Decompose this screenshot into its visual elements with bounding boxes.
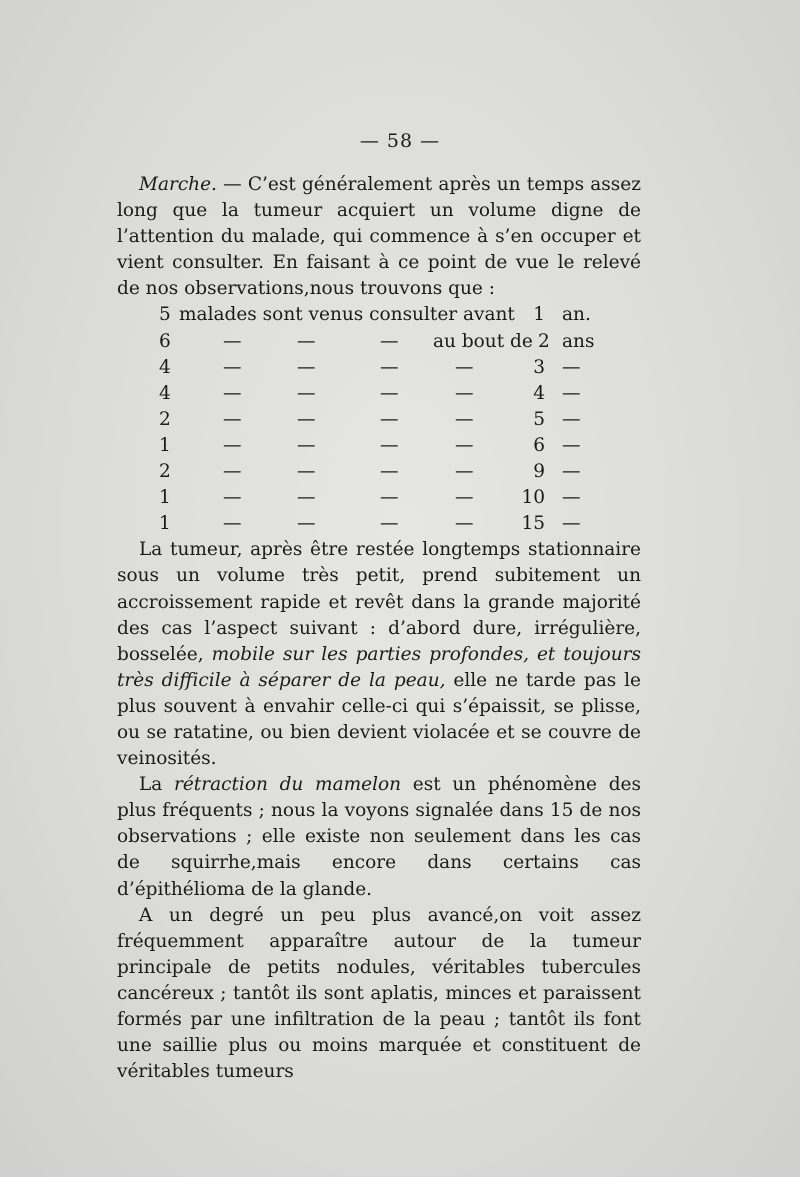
table-row xyxy=(117,302,641,328)
count-cell: 1 xyxy=(159,513,171,535)
table-row xyxy=(117,407,641,433)
count-cell: 2 xyxy=(159,408,171,430)
table-row xyxy=(117,355,641,381)
count-cell: 6 xyxy=(159,330,171,352)
count-cell: 1 xyxy=(159,487,171,509)
ditto-dash: — xyxy=(297,513,316,535)
page-number: — 58 — xyxy=(359,130,441,152)
ditto-dash: — xyxy=(223,356,242,378)
years-cell: 6 xyxy=(533,434,545,456)
count-cell: 4 xyxy=(159,382,171,404)
ditto-dash: — xyxy=(455,461,474,483)
years-cell: 3 xyxy=(533,356,545,378)
consultation-delay-table xyxy=(117,302,641,537)
years-cell: 2 xyxy=(538,330,550,352)
years-cell: 4 xyxy=(533,382,545,404)
table-row xyxy=(117,381,641,407)
paragraph-tumeur-text-2: elle ne tarde pas le plus souvent à envahir celle-ci qui s’épaissit, se plisse, ou se ratatine, ou bien devient violacée et se couvre de veinosités. xyxy=(117,669,641,770)
ditto-dash: — xyxy=(380,434,399,456)
paragraph-nodules xyxy=(117,903,641,1086)
table-row xyxy=(117,433,641,459)
ditto-dash: — xyxy=(455,408,474,430)
ditto-dash: — xyxy=(223,330,242,352)
years-cell: 1 xyxy=(533,304,545,326)
count-cell: 1 xyxy=(159,434,171,456)
paragraph-retraction xyxy=(117,772,641,902)
unit-cell: an. xyxy=(562,304,591,326)
paragraph-tumeur-text-1: La tumeur, après être restée longtemps stationnaire sous un volume très petit, prend subitement un accroissement rapide et revêt dans la grande majorité des cas l’aspect suivant : d’abord dure, irrégulière, bosselée, xyxy=(117,539,641,665)
phrase-cell: malades sont venus consulter avant xyxy=(179,304,515,326)
table-row xyxy=(117,329,641,355)
paragraph-retraction-text-2: est un phénomène des plus fréquents ; nous la voyons signalée dans 15 de nos observations ; elle existe non seulement dans les cas de squirrhe,mais encore dans certains cas d’épithélioma de la glande. xyxy=(117,774,641,900)
unit-cell: — xyxy=(562,408,581,430)
paragraph-tumeur-italic: mobile sur les parties profondes, et toujours très difficile à séparer de la peau, xyxy=(117,643,641,691)
table-row xyxy=(117,485,641,511)
ditto-dash: — xyxy=(297,356,316,378)
ditto-dash: — xyxy=(297,434,316,456)
ditto-dash: — xyxy=(380,382,399,404)
paragraph-retraction-italic: rétraction du mamelon xyxy=(174,774,402,796)
paragraph-retraction-text-1: La xyxy=(139,774,175,796)
ditto-dash: — xyxy=(380,356,399,378)
years-cell: 5 xyxy=(533,408,545,430)
unit-cell: — xyxy=(562,356,581,378)
ditto-dash: — xyxy=(297,382,316,404)
unit-cell: — xyxy=(562,487,581,509)
paragraph-marche-text: — C’est généralement après un temps assez long que la tumeur acquiert un volume digne de l’attention du malade, qui commence à s’en occuper et vient consulter. En faisant à ce point de vue le relevé de nos observations,nous trouvons que : xyxy=(117,174,641,300)
ditto-dash: — xyxy=(297,487,316,509)
ditto-dash: — xyxy=(380,513,399,535)
page-body xyxy=(117,172,641,1085)
table-row xyxy=(117,511,641,537)
ditto-dash: — xyxy=(297,408,316,430)
years-cell: 10 xyxy=(521,487,545,509)
count-cell: 2 xyxy=(159,461,171,483)
paragraph-tumeur xyxy=(117,537,641,772)
table-row xyxy=(117,459,641,485)
ditto-dash: — xyxy=(223,408,242,430)
table-rows xyxy=(117,355,641,538)
unit-cell: — xyxy=(562,461,581,483)
ditto-dash: — xyxy=(455,382,474,404)
ditto-dash: — xyxy=(380,461,399,483)
unit-cell: — xyxy=(562,513,581,535)
ditto-dash: — xyxy=(380,408,399,430)
ditto-dash: — xyxy=(380,330,399,352)
ditto-dash: — xyxy=(223,513,242,535)
unit-cell: — xyxy=(562,434,581,456)
unit-cell: — xyxy=(562,382,581,404)
ditto-dash: — xyxy=(223,382,242,404)
ditto-dash: — xyxy=(223,461,242,483)
ditto-dash: — xyxy=(455,487,474,509)
section-lead: Marche. xyxy=(139,174,217,195)
unit-cell: ans xyxy=(562,330,595,352)
paragraph-marche xyxy=(117,172,641,302)
phrase-cell: au bout de xyxy=(433,330,533,352)
ditto-dash: — xyxy=(380,487,399,509)
ditto-dash: — xyxy=(455,356,474,378)
paragraph-nodules-text: A un degré un peu plus avancé,on voit assez fréquemment apparaître autour de la tumeur principale de petits nodules, véritables tubercules cancéreux ; tantôt ils sont aplatis, minces et paraissent formés par une infiltration de la peau ; tantôt ils font une saillie plus ou moins marquée et constituent de véritables tumeurs xyxy=(117,904,641,1083)
count-cell: 4 xyxy=(159,356,171,378)
ditto-dash: — xyxy=(297,461,316,483)
ditto-dash: — xyxy=(223,487,242,509)
years-cell: 9 xyxy=(533,461,545,483)
ditto-dash: — xyxy=(455,513,474,535)
years-cell: 15 xyxy=(521,513,545,535)
count-cell: 5 xyxy=(159,304,171,326)
ditto-dash: — xyxy=(223,434,242,456)
ditto-dash: — xyxy=(455,434,474,456)
ditto-dash: — xyxy=(297,330,316,352)
